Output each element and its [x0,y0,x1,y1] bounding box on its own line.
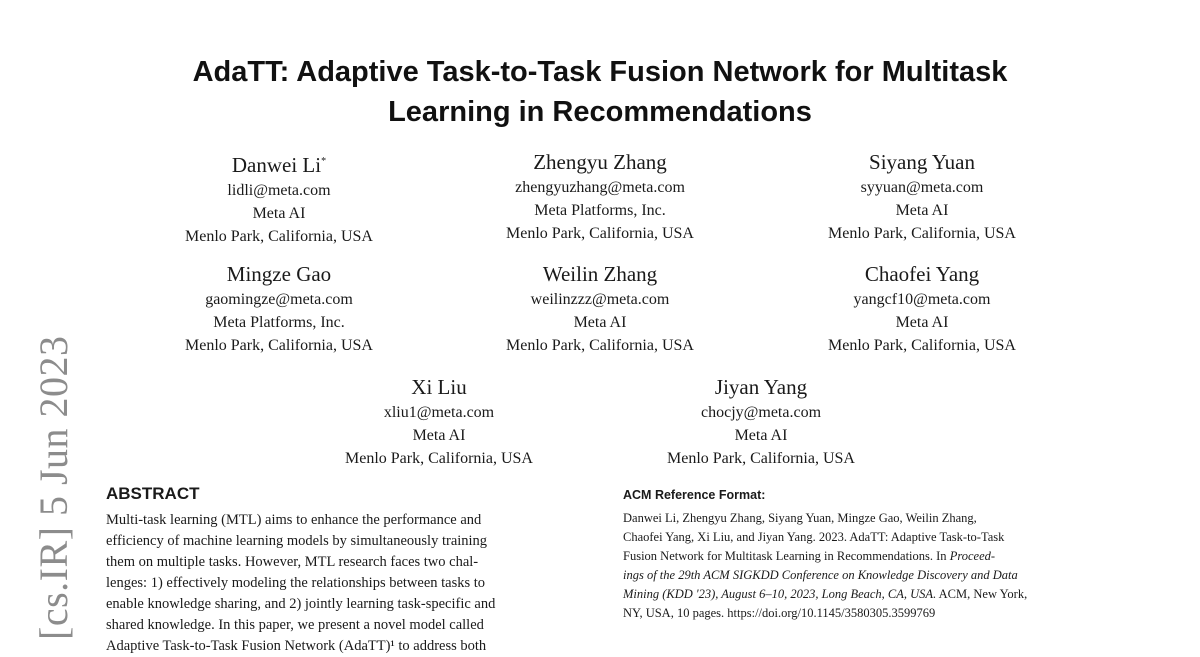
author-name: Jiyan Yang [714,375,808,399]
paper-title-line-2: Learning in Recommendations [388,96,812,128]
author-name: Chaofei Yang [864,262,980,286]
abstract-line: shared knowledge. In this paper, we present a novel model called [106,617,484,633]
paper-title [0,52,1200,132]
author-email: chocjy@meta.com [700,404,822,421]
author-block [611,374,911,470]
author-block [129,149,429,248]
abstract-line: Adaptive Task-to-Task Fusion Network (AdaTT)¹ to address both [106,638,487,654]
acm-reference-heading: ACM Reference Format: [623,488,766,502]
author-email: yangcf10@meta.com [853,291,991,308]
author-affiliation: Meta AI [573,314,627,331]
author-name: Weilin Zhang [542,262,658,286]
author-affiliation: Meta Platforms, Inc. [534,202,666,219]
author-location: Menlo Park, California, USA [828,337,1016,354]
author-location: Menlo Park, California, USA [185,337,373,354]
author-location: Menlo Park, California, USA [667,450,855,467]
author-affiliation: Meta AI [252,205,306,222]
acm-reference-line: ings of the 29th ACM SIGKDD Conference on Knowledge Discovery and Data [623,568,1018,582]
acm-reference-text [623,509,1099,623]
abstract-section [106,482,580,657]
abstract-line: lenges: 1) effectively modeling the relationships between tasks to [106,575,486,591]
author-email: syyuan@meta.com [860,179,984,196]
arxiv-stamp: [cs.IR] 5 Jun 2023 [31,335,76,640]
author-email: weilinzzz@meta.com [530,291,670,308]
acm-reference-line: Danwei Li, Zhengyu Zhang, Siyang Yuan, Mingze Gao, Weilin Zhang, [623,511,977,525]
author-name: Zhengyu Zhang [533,150,667,174]
author-block [450,261,750,357]
acm-reference-line: Mining (KDD '23), August 6–10, 2023, Long Beach, CA, USA. ACM, New York, [623,587,1028,601]
author-affiliation: Meta Platforms, Inc. [213,314,345,331]
author-block [772,261,1072,357]
acm-reference-line: Chaofei Yang, Xi Liu, and Jiyan Yang. 2023. AdaTT: Adaptive Task-to-Task [623,530,1005,544]
acm-reference-line: NY, USA, 10 pages. https://doi.org/10.1145/3580305.3599769 [623,606,936,620]
abstract-line: efficiency of machine learning models by simultaneously training [106,533,488,549]
acm-reference-section [623,486,1099,623]
author-block [450,149,750,245]
author-location: Menlo Park, California, USA [185,228,373,245]
abstract-line: them on multiple tasks. However, MTL research faces two chal- [106,554,479,570]
author-email: lidli@meta.com [227,182,331,199]
author-name: Danwei Li* [231,153,327,177]
abstract-body [106,510,580,657]
abstract-heading: ABSTRACT [106,484,200,503]
author-name: Siyang Yuan [869,150,975,174]
paper-title-line-1: AdaTT: Adaptive Task-to-Task Fusion Network for Multitask [192,56,1008,88]
author-email: gaomingze@meta.com [205,291,353,308]
author-affiliation: Meta AI [895,202,949,219]
author-name: Xi Liu [411,375,467,399]
author-location: Menlo Park, California, USA [828,225,1016,242]
author-footnote-mark: * [321,156,327,167]
author-block [772,149,1072,245]
author-affiliation: Meta AI [734,427,788,444]
abstract-line: enable knowledge sharing, and 2) jointly learning task-specific and [106,596,496,612]
acm-reference-line: Fusion Network for Multitask Learning in Recommendations. In Proceed- [623,549,996,563]
author-block [129,261,429,357]
author-affiliation: Meta AI [895,314,949,331]
author-email: xliu1@meta.com [383,404,495,421]
author-location: Menlo Park, California, USA [506,225,694,242]
author-location: Menlo Park, California, USA [345,450,533,467]
abstract-line: Multi-task learning (MTL) aims to enhance the performance and [106,512,482,528]
author-block [289,374,589,470]
author-affiliation: Meta AI [412,427,466,444]
author-email: zhengyuzhang@meta.com [515,179,685,196]
author-name: Mingze Gao [226,262,332,286]
author-location: Menlo Park, California, USA [506,337,694,354]
